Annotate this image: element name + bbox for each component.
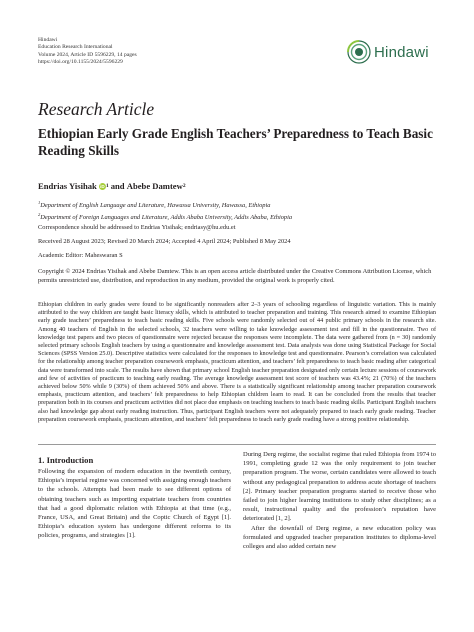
affiliation-marker: 2 bbox=[38, 212, 41, 218]
logo-text: Hindawi bbox=[374, 43, 429, 61]
affiliation-text: Department of Foreign Languages and Literature, Addis Ababa University, Addis Ababa, Ethiopia bbox=[40, 214, 293, 222]
author-name[interactable]: Endrias Yisihak bbox=[38, 181, 97, 191]
section-heading: 1. Introduction bbox=[38, 455, 94, 465]
paper-title: Ethiopian Early Grade English Teachers’ Preparedness to Teach Basic Reading Skills bbox=[38, 126, 433, 158]
academic-editor: Academic Editor: Maheswaran S bbox=[38, 252, 123, 259]
author-list: Endrias Yisihak iD 1 and Abebe Damtew 2 bbox=[38, 181, 186, 191]
journal-name: Education Research International bbox=[38, 44, 113, 51]
body-paragraph: During Derg regime, the socialist regime that ruled Ethiopia from 1974 to 1991, completing grade 12 was the only requirement to join teacher preparation program. The worse, certain candidates were allowed to teach without any pedagogical preparation to address acute shortage of teachers [2]. Primary teacher preparation programs started to receive those who failed to join higher learning institutions to study other disciplines; as a result, instructional quality and the profession’s reputation have deteriorated [1, 2]. bbox=[243, 451, 436, 523]
affiliation-marker: 1 bbox=[38, 200, 41, 205]
abstract: Ethiopian children in early grades were found to be significantly nonreaders after 2–3 years of schooling regardless of linguistic variation. This is mainly attributed to the way children are taught basic literacy skills, which is attributed to teacher preparation and training. This research aimed to examine Ethiopian early grade teachers’ preparedness to teach basic reading skills. Five schools were randomly selected out of 44 public primary schools in the research site. Among 40 teachers of English in the selected schools, 32 teachers were willing to take knowledge assessment test and fill in the questionnaire. Two of knowledge test papers and two pieces of questionnaire were rejected because the responses were incomplete. The data were gathered from (n = 30) randomly selected primary schools English teachers by using a questionnaire and knowledge assessment test. Data analysis was done using Statistical Package for Social Sciences (SPSS Version 25.0). Descriptive statistics were calculated for the responses to knowledge test and questionnaire. Pearson’s correlation was calculated for the relationship among teacher preparation coursework emphasis, practicum attention, and teachers’ felt preparedness to teach basic reading after categorical data were transformed into scale. The results have shown that primary school English teacher preparation designated only certain lecture sessions of coursework and few of activities of practicum to teaching early reading. The average knowledge assessment test score of teachers was 43.4%; 21 (70%) of the teachers achieved below 50% while 9 (30%) of them achieved 50% and above. There is a statistically significant relationship among teacher preparation coursework emphasis, practicum attention, and teachers’ felt preparedness to help Ethiopian children learn to read. It can be concluded from the results that teacher preparation both in its courses and practicum activities did not place due emphasis on teaching teachers to teach basic reading skills. Participant English teachers also had knowledge gap about early reading instruction. Thus, participant English teachers were not adequately prepared to teach early grade reading. Teacher preparation coursework emphasis, practicum attention, and teachers’ felt preparedness to teach early grade reading have a strong positive relationship. bbox=[38, 301, 436, 423]
publication-dates: Received 28 August 2023; Revised 20 March 2024; Accepted 4 April 2024; Published 8 May 2024 bbox=[38, 238, 291, 245]
body-paragraph: After the downfall of Derg regime, a new education policy was formulated and upgraded teacher preparation institutes to diploma-level colleges and also added certain new bbox=[243, 524, 436, 551]
body-column-left bbox=[38, 467, 231, 541]
article-type: Research Article bbox=[38, 99, 155, 119]
affiliations bbox=[38, 198, 292, 222]
doi-link[interactable]: https://doi.org/10.1155/2024/5596229 bbox=[38, 59, 123, 66]
affiliation-line bbox=[38, 210, 292, 222]
publisher-name: Hindawi bbox=[38, 37, 58, 43]
journal-meta bbox=[38, 37, 137, 67]
copyright-notice: Copyright © 2024 Endrias Yisihak and Abebe Damtew. This is an open access article distributed under the Creative Commons Attribution License, which permits unrestricted use, distribution, and reproduction in any medium, provided the original work is properly cited. bbox=[38, 268, 432, 284]
body-column-right bbox=[243, 450, 436, 551]
author-connector: and bbox=[108, 181, 127, 191]
section-divider bbox=[38, 444, 436, 445]
hindawi-logo[interactable] bbox=[347, 40, 429, 64]
hindawi-logo-icon bbox=[347, 40, 371, 64]
body-paragraph: Following the expansion of modern education in the twentieth century, Ethiopia’s imperial regime was concerned with assigning enough teachers to the schools. Attempts had been made to see different options of obtaining teachers such as importing expatriate teachers from countries that had a good diplomatic relation with Ethiopia at that time (e.g., France, USA, and Great Britain) and the Coptic Church of Egypt [1]. Ethiopia’s education system has undergone different reforms to its policies, programs, and strategies [1]. bbox=[38, 468, 231, 540]
correspondence: Correspondence should be addressed to Endrias Yisihak; endriasy@hu.edu.et bbox=[38, 224, 236, 231]
affiliation-line bbox=[38, 198, 292, 210]
volume-line: Volume 2024, Article ID 5596229, 14 pages bbox=[38, 51, 137, 58]
author-name[interactable]: Abebe Damtew bbox=[126, 181, 183, 191]
orcid-icon[interactable]: iD bbox=[100, 183, 105, 189]
affiliation-text: Department of English Language and Literature, Hawassa University, Hawassa, Ethiopia bbox=[40, 202, 271, 210]
